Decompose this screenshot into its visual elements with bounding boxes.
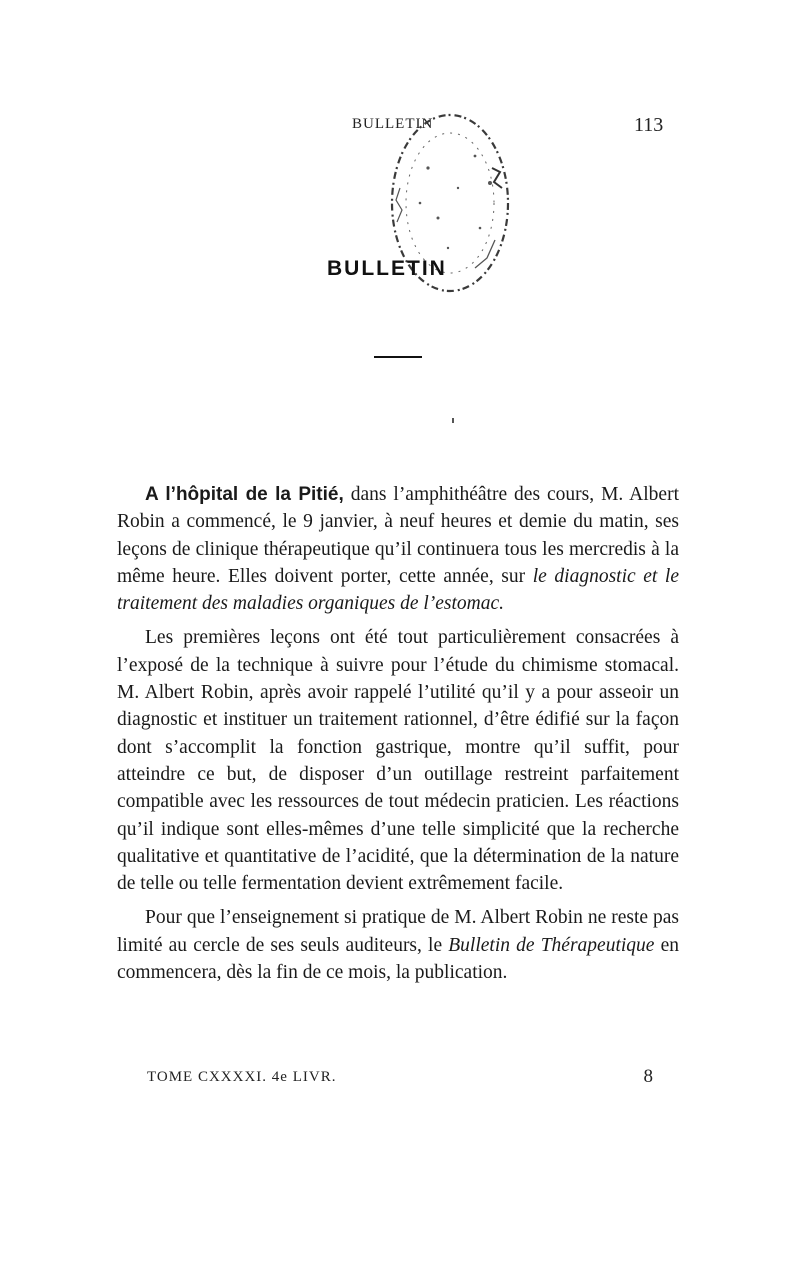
article-body: [117, 481, 679, 986]
paragraph-text: dans l’amphithéâtre des cours, M. Albert Robin a commencé, le 9 janvier, à neuf heures et demie du matin, ses leçons de clinique thérapeutique qu’il continuera tous les mercredis à la même heure. Elles doivent porter, cette année, sur: [117, 484, 679, 587]
paragraph-text: Pour que l’enseignement si pratique de M. Albert Robin ne reste pas limité au cercle de ses seuls auditeurs, le: [117, 907, 679, 956]
paragraph-text: en commencera, dès la fin de ce mois, la publication.: [117, 934, 679, 984]
divider: [374, 356, 422, 358]
running-head: BULLETIN: [352, 116, 434, 132]
print-speck: [452, 418, 454, 423]
paragraph-2: Les premières leçons ont été tout particulièrement consacrées à l’exposé de la technique à suivre pour l’étude du chimisme stomacal. M. Albert Robin, après avoir rappelé l’utilité qu’il y a pour asseoir un diagnostic et instituer un traitement rationnel, d’être édifié sur la façon dont s’accomplit la fonction gastrique, montre qu’il suffit, pour atteindre ce but, de disposer d’un outillage restreint parfaitement compatible avec les ressources de tout médecin praticien. Les réactions qu’il indique sont elles-mêmes d’une telle simplicité que la recherche qualitative et quantitative de l’acidité, que la détermination de la nature de telle ou telle fermentation devient extrêmement facile.: [117, 627, 679, 895]
page-number: 113: [634, 114, 664, 136]
paragraph-1: [117, 481, 679, 617]
gathering-number: 8: [643, 1066, 653, 1087]
paragraph-emphasis: le diagnostic et le traitement des maladies organiques de l’estomac.: [117, 565, 679, 615]
paragraph-lead: A l’hôpital de la Pitié,: [145, 484, 344, 505]
paragraph-3: [117, 904, 679, 986]
volume-signature: TOME CXXXXI. 4e LIVR.: [147, 1069, 337, 1085]
section-title: BULLETIN: [327, 257, 447, 280]
journal-title: Bulletin de Thérapeutique: [448, 934, 655, 956]
